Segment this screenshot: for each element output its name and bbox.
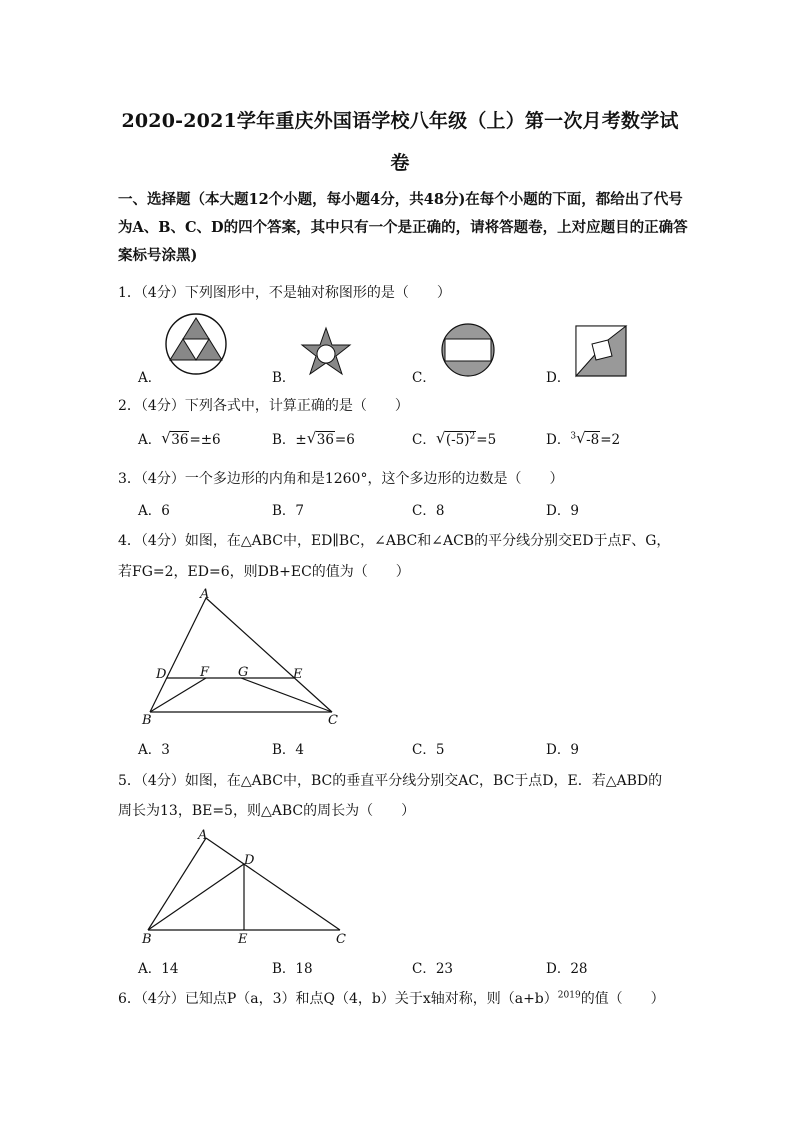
section-header-line2: 为A、B、C、D的四个答案，其中只有一个是正确的，请将答题卷，上对应题目的正确答 [118, 219, 688, 236]
q4-option-c[interactable]: C．5 [412, 742, 445, 758]
q4-label-a: A [200, 587, 210, 602]
exam-title-line1: 2020-2021学年重庆外国语学校八年级（上）第一次月考数学试 [121, 110, 679, 132]
q2-c-exponent: 2 [469, 431, 476, 442]
q4-option-b[interactable]: B．4 [272, 742, 305, 758]
q2-d-suffix: =2 [600, 432, 621, 448]
q6-stem-main: 6．（4分）已知点P（a，3）和点Q（4，b）关于x轴对称，则（a+b） [118, 991, 558, 1007]
q4-label-c: C [328, 713, 338, 728]
q2-d-root-index: 3 [570, 431, 577, 442]
sqrt-sign: √ $(-5)^2$ [435, 428, 476, 448]
q2-c-suffix: =5 [476, 432, 497, 448]
q4-side-ac [206, 598, 332, 712]
q5-side-ab [148, 838, 206, 930]
q2-a-prefix: A． [138, 432, 162, 448]
q2-a-radicand: 36 [171, 432, 189, 448]
exam-title-line2: 卷 [390, 152, 410, 174]
section-header-line3: 案标号涂黑) [118, 247, 198, 264]
q2-c-prefix: C． [412, 432, 436, 448]
q1-figure-b-star [298, 326, 354, 378]
q5-option-d[interactable]: D．28 [546, 961, 588, 977]
q5-side-ac [206, 838, 340, 930]
q1-option-c[interactable]: C． [412, 370, 436, 386]
q6-stem [118, 988, 665, 1008]
q4-label-f: F [200, 665, 210, 680]
q4-label-g: G [238, 665, 249, 680]
q4-label-b: B [142, 713, 152, 728]
q4-label-e: E [293, 667, 303, 682]
sqrt-sign: √ 36 [161, 429, 189, 448]
sqrt-sign: √ 36 [306, 429, 334, 448]
q2-option-c[interactable] [412, 428, 496, 448]
q1-option-a[interactable]: A． [138, 370, 162, 386]
q4-label-d: D [156, 667, 167, 682]
q3-option-d[interactable]: D．9 [546, 503, 579, 519]
q6-stem-end: 的值（ ） [580, 991, 665, 1007]
q5-option-b[interactable]: B．18 [272, 961, 313, 977]
q4-stem-line2: 若FG=2，ED=6，则DB+EC的值为（ ） [118, 564, 410, 580]
q1-stem: 1．（4分）下列图形中，不是轴对称图形的是（ ） [118, 285, 451, 301]
q6-stem-exponent: 2019 [557, 990, 581, 1001]
q3-option-c[interactable]: C．8 [412, 503, 445, 519]
q1-option-d[interactable]: D． [546, 370, 571, 386]
q2-b-prefix: B．± [272, 432, 307, 448]
q2-option-d[interactable] [546, 428, 620, 448]
q5-label-a: A [198, 828, 208, 843]
q4-bisector-cg [241, 678, 332, 712]
q5-segment-bd [148, 864, 244, 930]
q2-b-suffix: =6 [334, 432, 355, 448]
q5-label-e: E [238, 932, 248, 947]
q5-label-d: D [244, 853, 255, 868]
q5-label-c: C [336, 932, 346, 947]
q4-triangle-figure [136, 584, 356, 730]
q1-option-b[interactable]: B． [272, 370, 296, 386]
q2-option-a[interactable] [138, 428, 221, 448]
q2-stem: 2．（4分）下列各式中，计算正确的是（ ） [118, 398, 409, 414]
q2-option-b[interactable] [272, 428, 355, 448]
q3-option-a[interactable]: A．6 [138, 503, 170, 519]
q5-stem-line2: 周长为13，BE=5，则△ABC的周长为（ ） [118, 803, 416, 819]
q2-a-suffix: =±6 [189, 432, 221, 448]
q4-option-d[interactable]: D．9 [546, 742, 579, 758]
q2-c-radicand: (-5) [445, 432, 470, 448]
q1-figure-a-circle-triangles [160, 312, 232, 376]
q2-b-radicand: 36 [316, 432, 334, 448]
q5-stem-line1: 5．（4分）如图，在△ABC中，BC的垂直平分线分别交AC，BC于点D，E．若△ABD的 [118, 773, 663, 789]
q2-d-radicand: -8 [586, 432, 600, 448]
q3-option-b[interactable]: B．7 [272, 503, 305, 519]
section-header-line1: 一、选择题（本大题12个小题，每小题4分，共48分)在每个小题的下面，都给出了代号 [118, 191, 683, 208]
q4-stem-line1: 4．（4分）如图，在△ABC中，ED∥BC，∠ABC和∠ACB的平分线分别交ED于点F、G， [118, 533, 671, 549]
q1-figure-c-circle-rect [440, 322, 496, 378]
q3-stem: 3．（4分）一个多边形的内角和是1260°，这个多边形的边数是（ ） [118, 471, 564, 487]
q2-d-prefix: D． [546, 432, 571, 448]
q1-figure-d-square-pinwheel [574, 324, 630, 378]
q5-triangle-figure [136, 824, 356, 948]
q5-label-b: B [142, 932, 152, 947]
sqrt-sign: √ -8 [576, 429, 600, 448]
q5-option-a[interactable]: A．14 [138, 961, 179, 977]
q4-option-a[interactable]: A．3 [138, 742, 170, 758]
q5-option-c[interactable]: C．23 [412, 961, 454, 977]
